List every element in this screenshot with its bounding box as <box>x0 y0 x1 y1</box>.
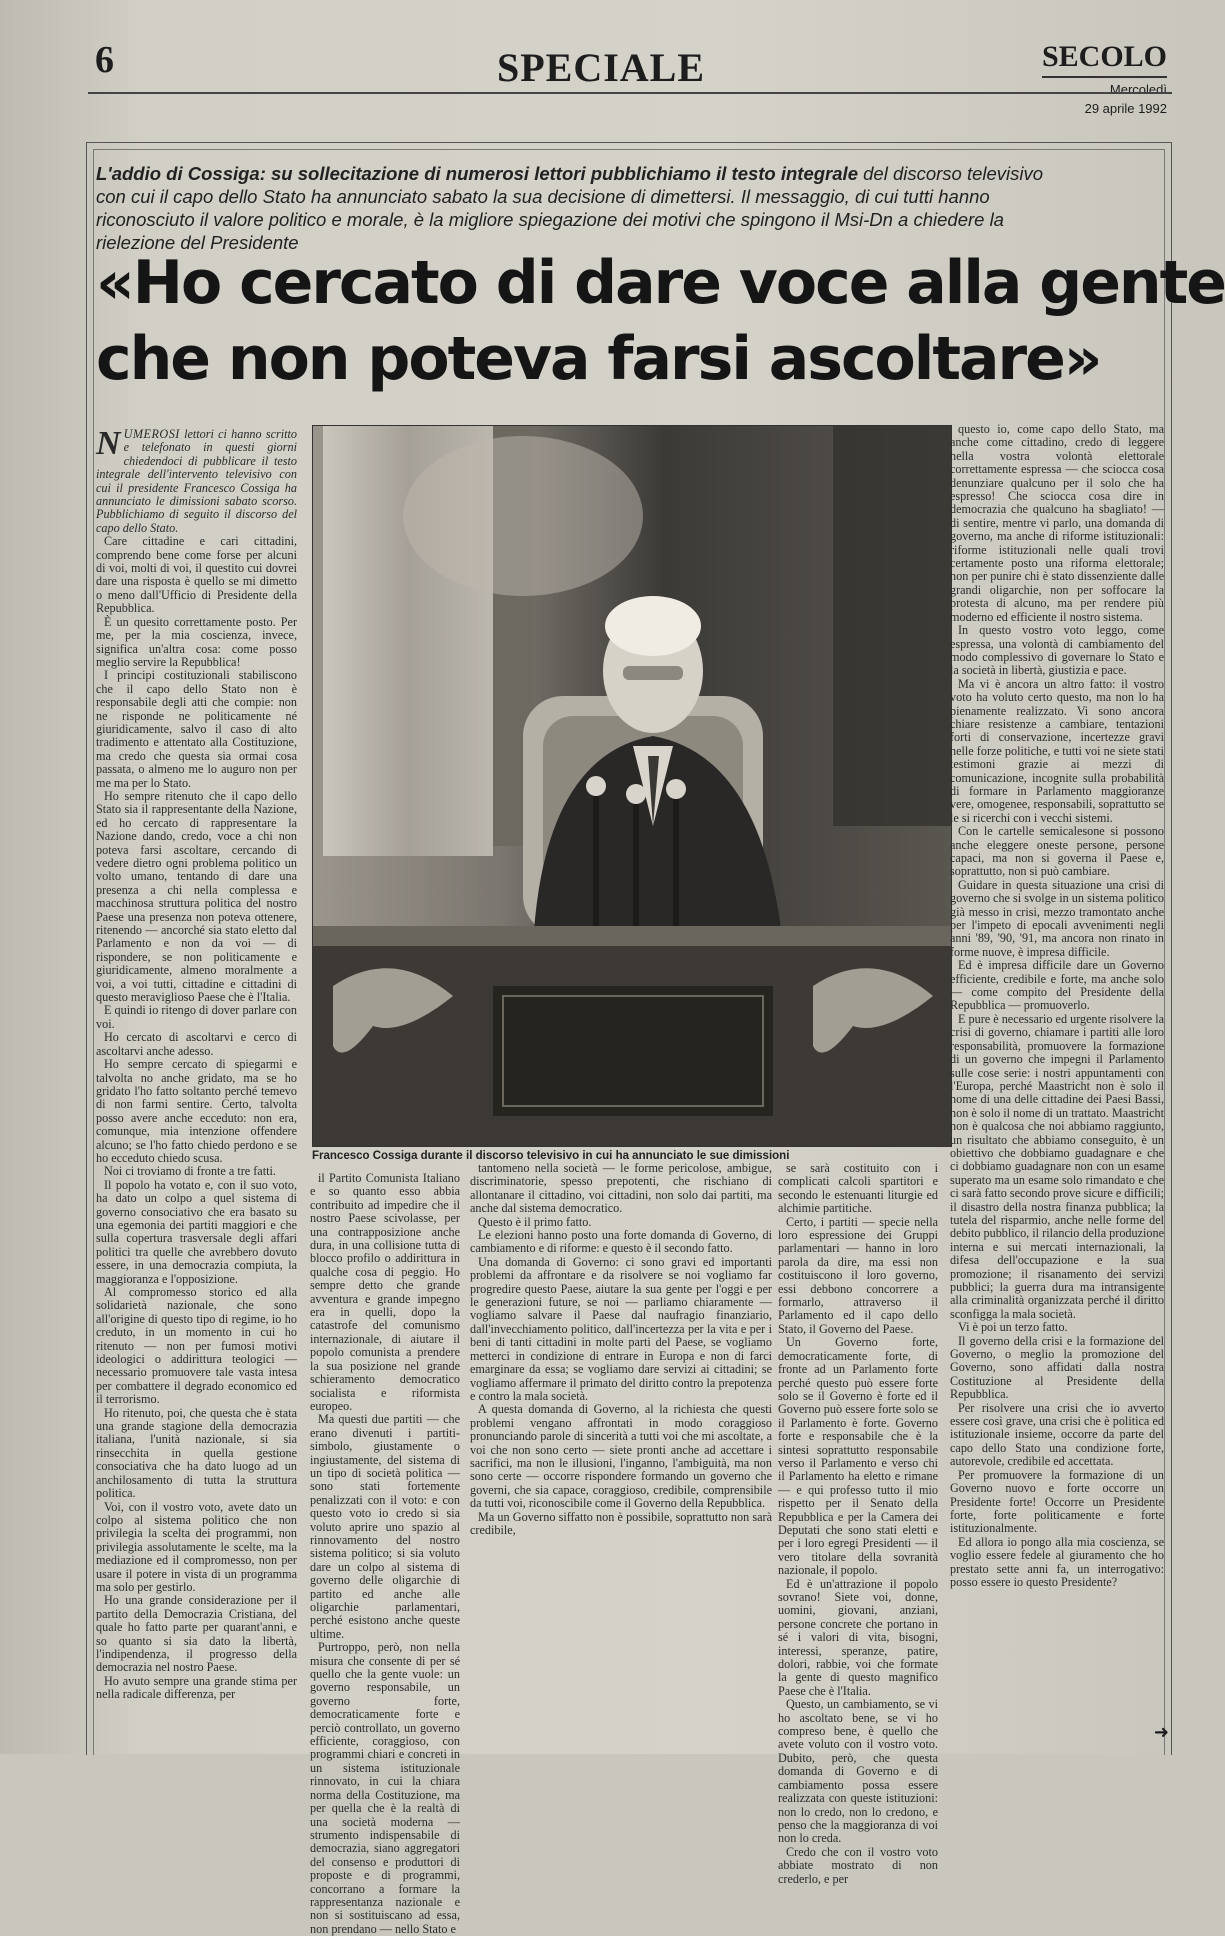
masthead <box>1042 40 1167 116</box>
section-title: SPECIALE <box>496 45 706 90</box>
article-paragraph: In questo vostro voto leggo, come espressa, una volontà di cambiamento del modo complessivo di governare lo Stato e la società in libertà, giustizia e pace. <box>950 623 1164 678</box>
article-paragraph: Ed allora io pongo alla mia coscienza, se voglio essere fedele al giuramento che ho prestato sette anni fa, un interrogativo: posso essere io questo Presidente? <box>950 1534 1164 1589</box>
article-paragraph: Ho cercato di ascoltarvi e cerco di ascoltarvi anche adesso. <box>96 1030 297 1058</box>
arrow-right-icon: ➜ <box>1153 1722 1169 1742</box>
article-paragraph: Purtroppo, però, non nella misura che consente di per sé quello che la gente vuole: un governo responsabile, un governo forte, democraticamente forte e perciò controllato, un governo efficiente, coraggioso, con programmi chiari e concreti in un sistema istituzionale rinnovato, in cui la chiara norma della Costituzione, ma per quella che è la realtà di una società moderna — strumento indispensabile di democrazia, siano aggregatori del consenso e produttori di proposte e di programmi, concorrano a formare la rappresentanza nazionale e non si sostituiscano ad essa, non prendano — nello Stato e <box>310 1640 460 1936</box>
article-paragraph: Vi è poi un terzo fatto. <box>958 1320 1068 1335</box>
headline <box>96 245 1225 397</box>
article-paragraph: E quindi io ritengo di dover parlare con voi. <box>96 1003 297 1031</box>
article-paragraph: Noi ci troviamo di fronte a tre fatti. <box>104 1164 276 1179</box>
article-paragraph: Voi, con il vostro voto, avete dato un colpo al sistema politico che non privilegia la scelta dei programmi, non privilegia assolutamente le scelte, ma la mediazione ed il compromesso, non per usare il potere in vista di un programma ma solo per gestirlo. <box>96 1499 297 1594</box>
article-photo <box>312 425 952 1147</box>
lead-caps: UMEROSI <box>123 427 180 441</box>
weekday: Mercoledì <box>1109 82 1167 97</box>
header-rule <box>88 92 1172 94</box>
article-paragraph: Ho sempre cercato di spiegarmi e talvolta no anche gridato, ma se ho gridato l'ho fatto soltanto perché temevo di non farmi sentire. Certo, talvolta posso avere anche ecceduto: non era, comunque, mia intenzione offendere alcuno; se l'ho fatto chiedo perdono e se ho ecceduto chiedo scusa. <box>96 1057 297 1165</box>
article-paragraph: E pure è necessario ed urgente risolvere la crisi di governo, chiamare i partiti alle loro responsabilità, promuovere la formazione di un governo che impegni il Parlamento sulle cose serie: i nostri appuntamenti con l'Europa, perché Maastricht non è solo il nome di una delle cittadine dei Paesi Bassi, non è solo il nome di un trattato. Maastricht non è qualcosa che noi abbiamo raggiunto, un risultato che abbiamo conseguito, è un obiettivo che dobbiamo guadagnare e che ci dobbiamo guadagnare non con un esame superato ma un esame solo rimandato e che ci sarà fatto secondo prove sicure e difficili; il disastro della nostra finanza pubblica; la tutela del risparmio, anche nelle forme del debito pubblico, il rilancio della produzione interna e sui mercati internazionali, la difesa dell'occupazione e la sua promozione; il risanamento dei servizi pubblici; la guerra dura ma intransigente alla criminalità organizzata perché il diritto sconfigga la mala società. <box>950 1011 1164 1321</box>
bottom2-paragraphs <box>470 1162 772 1537</box>
article-paragraph: A questa domanda di Governo, al la richiesta che questi problemi vengano affrontati in modo coraggioso pronunciando parole di sincerità a tutti voi che mi ascoltate, a voi che non sono certo — siete pronti anche ad accettare i sacrifici, ma non le illusioni, l'inganno, l'ambiguità, ma non sono certe — occorre rispondere formando un governo che governi, che sia capace, coraggioso, credibile, comprensibile da tutti voi, riconoscibile come il Governo della Repubblica. <box>470 1402 772 1511</box>
column-bottom-3 <box>778 1161 938 1886</box>
article-paragraph: Ho sempre ritenuto che il capo dello Stato sia il rappresentante della Nazione, ed ho cercato di rappresentare la Nazione dando, credo, voce a chi non poteva farsi ascoltare, cercando di vedere dietro ogni problema politico un volto umano, tentando di dare una presenza a chi nella complessa e macchinosa struttura politica del nostro Paese una presenza non poteva ottenere, ritenendo — ancorché sia stato eletto dal Parlamento e non da voi — di rispondere, se non politicamente e giuridicamente, almeno moralmente a voi, a voi tutti, cittadine e cittadini di questo meraviglioso Paese che è l'Italia. <box>96 788 297 1005</box>
article-paragraph: Guidare in questa situazione una crisi di governo che si svolge in un sistema politico già messo in crisi, mezzo tramontato anche per l'impeto di epocali avvenimenti negli anni '89, '90, '91, ma ancora non rinato in forme nuove, è impresa difficile. <box>950 877 1164 959</box>
article-paragraph: questo io, come capo dello Stato, ma anche come cittadino, credo di leggere nella vostra volontà elettorale correttamente espressa — che sciocca cosa denunziare qualcuno per il solo che ha espresso! Che sciocca cosa dire in democrazia che qualcuno ha sbagliato! — di sentire, mentre vi parlo, una domanda di governo, ma anche di riforme istituzionali: riforme istituzionali nelle quali trovi certamente posto una riforma elettorale; non per punire chi è stato dissenziente dalle grandi oligarchie, non per soffocare la protesta di alcuno, ma per rendere più moderno ed efficiente il nostro sistema. <box>950 422 1164 624</box>
issue-date: 29 aprile 1992 <box>1084 101 1167 116</box>
article-paragraph: Certo, i partiti — specie nella loro espressione dei Gruppi parlamentari — hanno in loro parola da dire, ma essi non costituiscono il loro governo, essi debbono concorrere a formarlo, attraverso il Parlamento ed il capo dello Stato, il Governo del Paese. <box>778 1214 938 1336</box>
page-number: 6 <box>95 39 114 81</box>
article-paragraph: È un quesito correttamente posto. Per me, per la mia coscienza, invece, significa un'altra cosa: come posso meglio servire la Repubblica! <box>96 614 297 669</box>
column-bottom-2 <box>470 1162 772 1728</box>
column-right <box>950 423 1164 1728</box>
article-paragraph: Il governo della crisi e la formazione del Governo, o meglio la promozione del Governo, sono affidati dalla nostra Costituzione al Presidente della Repubblica. <box>950 1333 1164 1402</box>
article-paragraph: se sarà costituito con i complicati calcoli spartitori e secondo le estenuanti liturgie ed alchimie partitiche. <box>778 1161 938 1216</box>
article-paragraph: Ed è impresa difficile dare un Governo efficiente, credibile e forte, ma anche solo — come compito del Presidente della Repubblica — promuoverlo. <box>950 958 1164 1013</box>
article-paragraph: I principi costituzionali stabiliscono che il capo dello Stato non è responsabile degli atti che compie: non ne risponde ne politicamente né giuridicamente, salvo il caso di alto tradimento e attentato alla Costituzione, ma credo che questa sia ormai cosa passata, o almeno me lo auguro non per me ma per lo Stato. <box>96 668 297 790</box>
article-paragraph: Ma vi è ancora un altro fatto: il vostro voto ha voluto certo questo, ma non lo ha pienamente realizzato. Vi sono ancora chiare resistenze a cambiare, tentazioni forti di conservazione, incertezze gravi nelle forze politiche, e tutti voi ne siete stati testimoni grazie ai mezzi di comunicazione, incognite sulla probabilità di formare in Parlamento maggioranze vere, omogenee, responsabili, soprattutto se le si ricerchi con i vecchi sistemi. <box>950 676 1164 825</box>
article-paragraph: Per risolvere una crisi che io avverto essere così grave, una crisi che è politica ed istituzionale insieme, occorre da parte del capo dello Stato una condizione forte, autorevole, credibile ed accettata. <box>950 1400 1164 1469</box>
article-paragraph: Ho avuto sempre una grande stima per nella radicale differenza, per <box>96 1673 297 1702</box>
intro-rest: del discorso televisivo con cui il capo dello Stato ha annunciato sabato la sua decisione di dimettersi. Il messaggio, di cui tutti hanno riconosciuto il valore politico e morale, è la migliore spiegazione dei motivi che spingono il Msi-Dn a chiedere la rielezione del Presidente <box>96 163 1044 253</box>
article-paragraph: il Partito Comunista Italiano e so quanto esso abbia contribuito ad impedire che il nostro Paese scivolasse, per una contrapposizione anche dura, in una collisione tutta di blocco profilo o addirittura in qualche cosa di peggio. Ho sempre detto che grande avventura e grande impegno era in quelli, dopo la catastrofe del comunismo internazionale, di aiutare il popolo comunista a prendere la sua posizione nel grande schieramento democratico socialista e riformista europeo. <box>310 1171 460 1413</box>
column-bottom-1 <box>310 1171 460 1936</box>
article-paragraph: Ho una grande considerazione per il partito della Democrazia Cristiana, del quale ho fatto parte per quarant'anni, e so quanto si sia dato la libertà, l'indipendenza, il progresso della democrazia nel nostro Paese. <box>96 1593 297 1675</box>
headline-line-2: che non poteva farsi ascoltare» <box>96 324 1101 394</box>
article-paragraph: Una domanda di Governo: ci sono gravi ed importanti problemi da affrontare e da risolvere se noi vogliamo far progredire questo Paese, aiutare la sua gente per l'oggi e per le generazioni future, se noi — parliamo chiaramente — vogliamo salvare il Paese dal naufragio finanziario, dall'invecchiamento politico, dall'incertezza per la vita e per i beni di tanti cittadini in molte parti del Paese, se vogliamo metterci in condizione di entrare in Europa e non di farci emarginare da essa; se vogliamo dare servizi ai cittadini; se vogliamo affermare il primato del diritto contro la prepotenza e contro la mala società. <box>470 1254 772 1403</box>
drop-cap: N <box>96 425 121 462</box>
lead-paragraph <box>96 425 297 535</box>
article-intro <box>96 162 1056 254</box>
photo-caption: Francesco Cossiga durante il discorso televisivo in cui ha annunciato le sue dimissioni <box>312 1150 790 1162</box>
article-paragraph: Un Governo forte, democraticamente forte, di fronte ad un Parlamento forte perché questo può essere forte solo se il Governo è forte ed il Governo può essere forte solo se il Parlamento è forte. Governo forte e responsabile che è la sintesi soprattutto responsabile verso il Parlamento e verso chi il Parlamento ha eletto e rimane — e qui professo tutto il mio rispetto per il Senato della Repubblica e per la Camera dei Deputati che sono stati eletti e per i loro egregi Presidenti — il vero titolare della sovranità nazionale, il popolo. <box>778 1335 938 1578</box>
bottom1-paragraphs <box>310 1172 460 1936</box>
right-paragraphs <box>950 423 1164 1589</box>
headline-line-1: «Ho cercato di dare voce alla gente <box>96 248 1225 318</box>
article-paragraph: Ma un Governo siffatto non è possibile, soprattutto non sarà credibile, <box>470 1509 772 1537</box>
article-paragraph: Le elezioni hanno posto una forte domanda di Governo, di cambiamento e di riforme: e questo è il secondo fatto. <box>470 1228 772 1256</box>
article-paragraph: Per promuovere la formazione di un Governo nuovo e forte occorre un Presidente forte! Occorre un Presidente forte, forte politicamente e forte istituzionalmente. <box>950 1467 1164 1536</box>
article-paragraph: Ed è un'attrazione il popolo sovrano! Siete voi, donne, uomini, giovani, anziani, persone concrete che portano in sé i valori di vita, bisogni, interessi, speranze, patire, dolori, rabbie, voi che formate la gente di questo magnifico Paese che è l'Italia. <box>778 1576 938 1698</box>
bottom3-paragraphs <box>778 1162 938 1886</box>
article-paragraph: Al compromesso storico ed alla solidarietà nazionale, che sono all'origine di questo tipo di regime, io ho creduto, in un momento in cui ho ritenuto — non per fumosi motivi ideologici o addirittura teologici — necessario promuovere tale vasta intesa per combattere il degrado economico ed il terrorismo. <box>96 1285 297 1407</box>
intro-bold: L'addio di Cossiga: su sollecitazione di numerosi lettori pubblichiamo il testo integrale <box>96 163 858 184</box>
left-paragraphs <box>96 535 297 1701</box>
masthead-logo: SECOLO <box>1042 40 1167 78</box>
article-paragraph: Con le cartelle semicalesone si possono anche eleggere oneste persone, persone capaci, ma non si governa il Paese e, soprattutto, non si può cambiare. <box>950 824 1164 879</box>
article-paragraph: Care cittadine e cari cittadini, comprendo bene come forse per alcuni di voi, molti di voi, il questito cui dovrei dare una risposta è quello se mi dimetto o meno dall'Ufficio di Presidente della Repubblica. <box>96 534 297 616</box>
article-paragraph: Credo che con il vostro voto abbiate mostrato di non crederlo, e per <box>778 1844 938 1886</box>
article-paragraph: Ho ritenuto, poi, che questa che è stata una grande stagione della democrazia italiana, l'unità nazionale, si sia rinsecchita in quella gestione consociativa che ha dato luogo ad un anchilosamento di tutta la struttura politica. <box>96 1405 297 1501</box>
article-paragraph: Ma questi due partiti — che erano divenuti i partiti-simbolo, giustamente o ingiustamente, del sistema di un tipo di società politica — sono stati fortemente penalizzati con il voto: e con questo voto io credo si sia voluto aprire uno spazio al rinnovamento del nostro sistema politico; si sia voluto dare un colpo al sistema di governo delle oligarchie di partito ed anche alle oligarchie parlamentari, perché esistono anche queste ultime. <box>310 1412 460 1641</box>
article-paragraph: tantomeno nella società — le forme pericolose, ambigue, discriminatorie, spesso prepotenti, che rischiano di allontanare il cittadino, voi cittadini, non solo dai partiti, ma anche dal sistema democratico. <box>470 1161 772 1216</box>
article-paragraph: Questo è il primo fatto. <box>478 1214 592 1229</box>
article-paragraph: Il popolo ha votato e, con il suo voto, ha dato un colpo a quel sistema di governo consociativo che era basato su una egemonia dei partiti maggiori e che sulla copertura trasversale degli affari politici tra quelle che avrebbero dovuto essere, in una democrazia compiuta, la maggioranza e l'opposizione. <box>96 1177 297 1286</box>
column-left <box>96 425 297 1728</box>
photo-illustration <box>313 426 951 1146</box>
article-paragraph: Questo, un cambiamento, se vi ho ascoltato bene, se vi ho compreso bene, è quello che avete voluto con il vostro voto. Dubito, però, che questa domanda di Governo e di cambiamento possa essere realizzata con queste istituzioni: non lo credo, non lo credono, e penso che la maggioranza di voi non lo creda. <box>778 1697 938 1846</box>
lead-text: lettori ci hanno scritto e telefonato in questi giorni chiedendoci di pubblicare il testo integrale dell'intervento televisivo con cui il presidente Francesco Cossiga ha annunciato le dimissioni sabato scorso. Pubblichiamo di seguito il discorso del capo dello Stato. <box>96 427 297 535</box>
